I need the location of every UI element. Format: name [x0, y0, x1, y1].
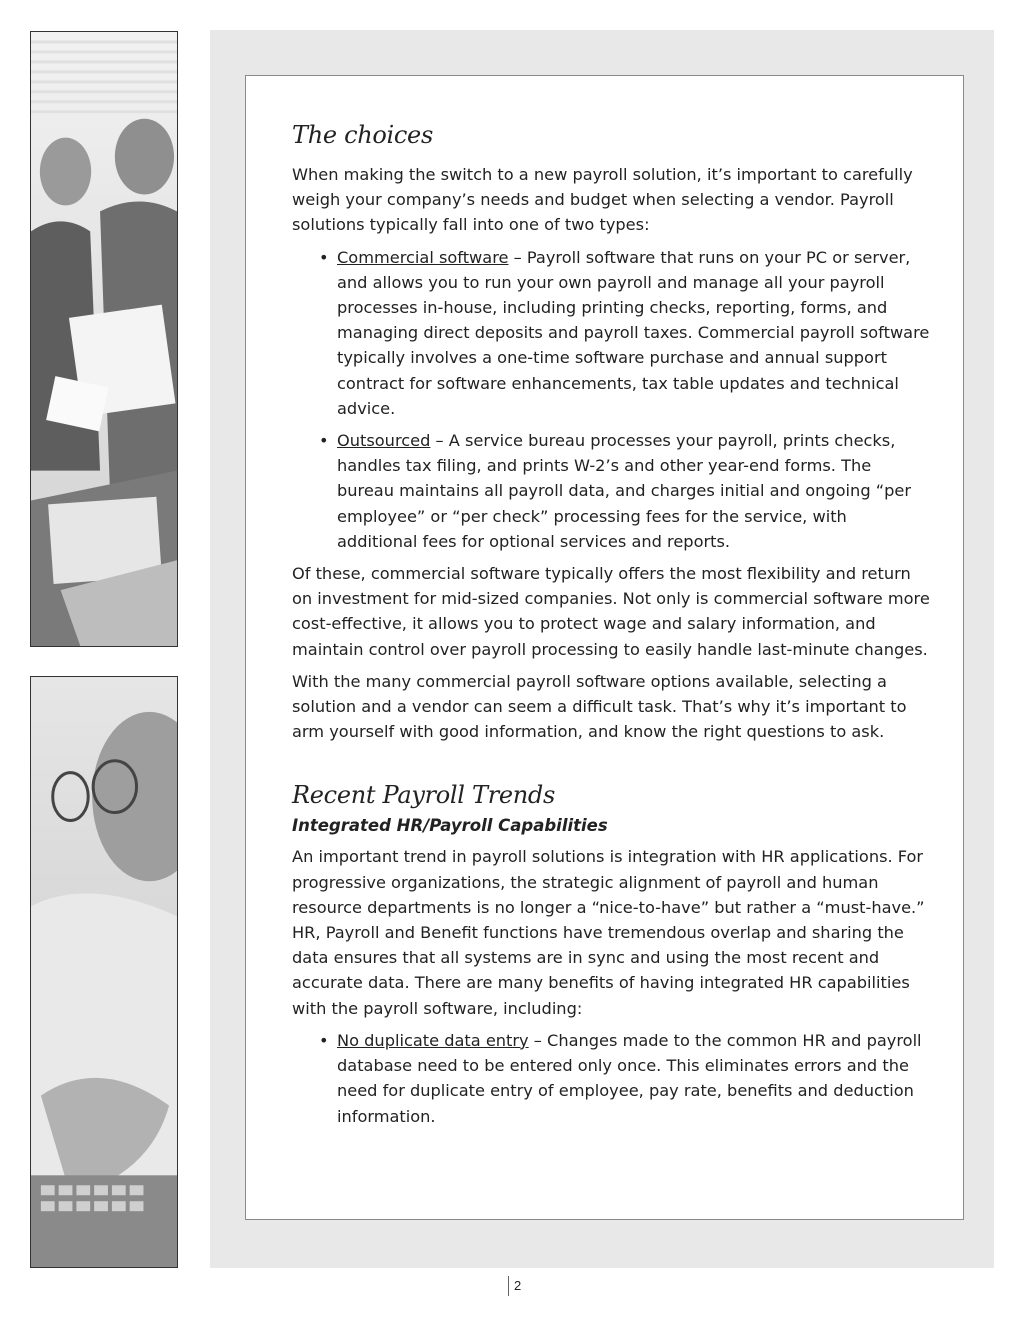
benefits-list	[292, 1028, 932, 1129]
list-item	[292, 245, 932, 421]
payroll-types-list	[292, 245, 932, 554]
businessmen-photo	[30, 31, 178, 647]
paragraph-flexibility: Of these, commercial software typically offers the most flexibility and return on investment for mid-sized companies. Not only is commercial software more cost-effective, it allows you to protect wage and salary information, and maintain control over payroll processing to easily handle last-minute changes.	[292, 564, 930, 659]
paragraph-integration: An important trend in payroll solutions is integration with HR applications. For progressive organizations, the strategic alignment of payroll and human resource departments is no longer a “nice-to-have” but rather a “must-have.” HR, Payroll and Benefit functions have tremendous overlap and sharing the data ensures that all systems are in sync and using the most recent and accurate data. There are many benefits of having integrated HR capabilities with the payroll software, including:	[292, 847, 925, 1018]
bullet: •	[319, 431, 329, 451]
page-number: 2	[508, 1276, 521, 1296]
section-title-choices: The choices	[292, 121, 433, 149]
article-body	[292, 118, 932, 1136]
list-item	[292, 428, 932, 554]
bullet-text: – A service bureau processes your payroll, prints checks, handles tax filing, and prints W-2’s and other year-end forms. The bureau maintains all payroll data, and charges initial and ongoing “per employee” or “per check” processing fees for the service, with additional fees for optional services and reports.	[337, 431, 912, 551]
bullet-text: – Payroll software that runs on your PC or server, and allows you to run your own payroll and manage all your payroll processes in-house, including printing checks, reporting, forms, and managing direct deposits and payroll taxes. Commercial payroll software typically involves a one-time software purchase and annual support contract for software enhancements, tax table updates and technical advice.	[337, 247, 930, 418]
list-item	[292, 1028, 932, 1129]
term-outsourced: Outsourced	[337, 431, 431, 451]
paragraph-options: With the many commercial payroll software options available, selecting a solution and a vendor can seem a difficult task. That’s why it’s important to arm yourself with good information, and know the right questions to ask.	[292, 671, 907, 742]
bullet: •	[319, 1030, 329, 1050]
term-no-duplicate-data-entry: No duplicate data entry	[337, 1030, 529, 1050]
subsection-title: Integrated HR/Payroll Capabilities	[292, 816, 608, 836]
section-title-trends: Recent Payroll Trends	[292, 781, 556, 810]
bullet: •	[319, 247, 329, 267]
man-with-glasses-photo	[30, 676, 178, 1268]
term-commercial-software: Commercial software	[337, 247, 509, 267]
bullet-text: – Changes made to the common HR and payroll database need to be entered only once. This eliminates errors and the need for duplicate entry of employee, pay rate, benefits and deduction information.	[337, 1030, 922, 1126]
intro-paragraph: When making the switch to a new payroll solution, it’s important to carefully weigh your company’s needs and budget when selecting a vendor. Payroll solutions typically fall into one of two types:	[292, 165, 913, 235]
